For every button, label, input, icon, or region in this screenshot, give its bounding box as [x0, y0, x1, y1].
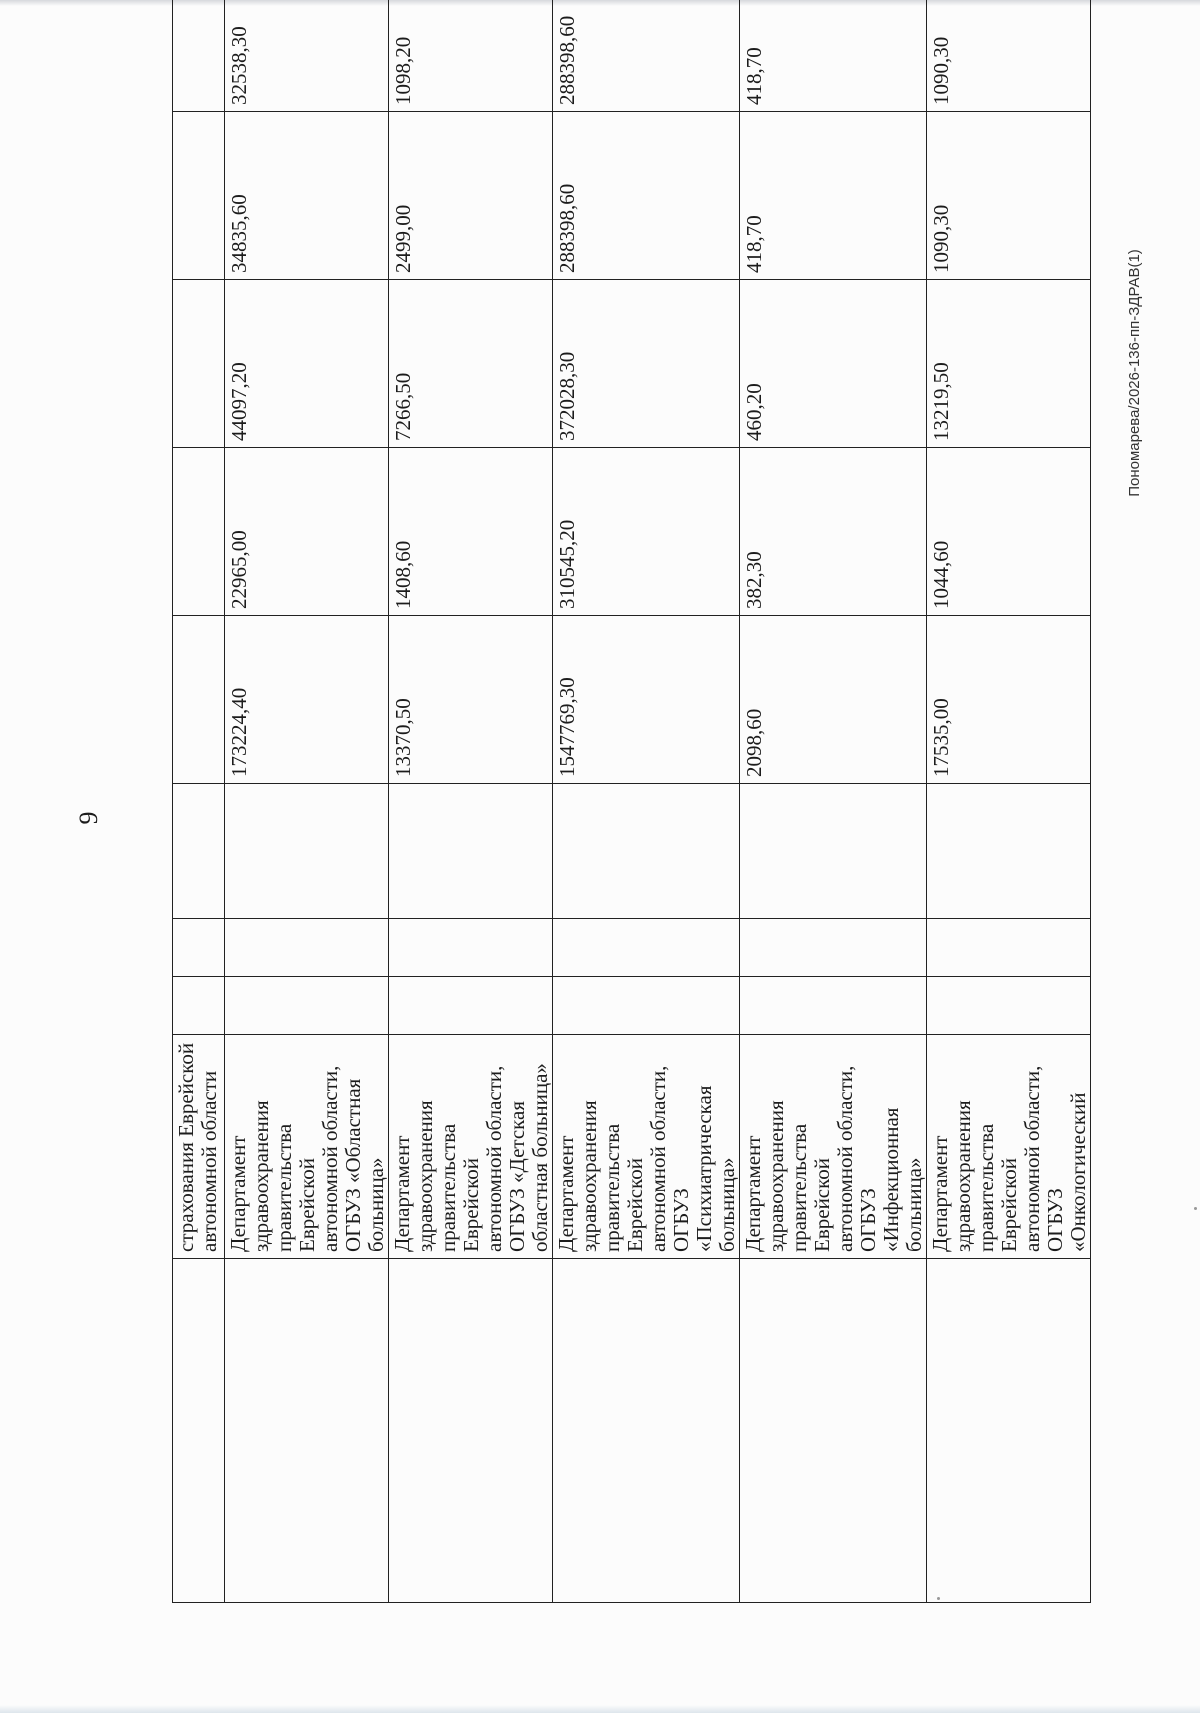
- value-cell-c3: [553, 919, 740, 977]
- organization-line: здравоохранения: [577, 1100, 601, 1252]
- value-cell-c4: [740, 784, 927, 919]
- organization-line: здравоохранения: [951, 1100, 975, 1252]
- value-cell-c3: [740, 919, 927, 977]
- organization-cell: [173, 1035, 225, 1259]
- value-cell-c8: 1090,30: [927, 112, 1091, 280]
- organization-line: ОГБУЗ «Детская: [505, 1100, 529, 1252]
- value-cell-c3: [927, 919, 1091, 977]
- organization-line: ОГБУЗ «Инфекционная: [856, 1107, 903, 1252]
- organization-line: автономной области,: [482, 1065, 506, 1252]
- organization-line: автономной области,: [1020, 1065, 1044, 1252]
- value-cell-c7: 13219,50: [927, 280, 1091, 448]
- value-cell-c7: [173, 280, 225, 448]
- value-cell-c7: 7266,50: [389, 280, 553, 448]
- value-cell-c3: [389, 919, 553, 977]
- value-cell-c5: 17535,00: [927, 616, 1091, 784]
- organization-line: правительства Еврейской: [974, 1123, 1021, 1252]
- value-cell-c2: [927, 977, 1091, 1035]
- value-cell-c7: 460,20: [740, 280, 927, 448]
- value-cell-c9: 1090,30: [927, 0, 1091, 112]
- value-cell-c5: 2098,60: [740, 616, 927, 784]
- organization-line: правительства Еврейской: [272, 1123, 319, 1252]
- value-cell-c5: 173224,40: [225, 616, 389, 784]
- organization-line: автономной области,: [833, 1065, 857, 1252]
- value-cell-c9: 32538,30: [225, 0, 389, 112]
- row-number-cell: [927, 1259, 1091, 1603]
- value-cell-c8: 2499,00: [389, 112, 553, 280]
- value-cell-c8: [173, 112, 225, 280]
- value-cell-c5: [173, 616, 225, 784]
- value-cell-c6: 1044,60: [927, 448, 1091, 616]
- value-cell-c2: [553, 977, 740, 1035]
- organization-line: Департамент: [226, 1135, 250, 1252]
- table-row: [740, 0, 927, 1603]
- organization-line: здравоохранения: [413, 1100, 437, 1252]
- value-cell-c6: 22965,00: [225, 448, 389, 616]
- organization-line: ОГБУЗ: [1043, 1188, 1067, 1252]
- value-cell-c4: [173, 784, 225, 919]
- organization-line: Департамент: [390, 1135, 414, 1252]
- organization-cell: [927, 1035, 1091, 1259]
- table-row: [225, 0, 389, 1603]
- organization-line: больница»: [364, 1157, 388, 1252]
- table-row: [553, 0, 740, 1603]
- value-cell-c2: [389, 977, 553, 1035]
- value-cell-c6: [173, 448, 225, 616]
- organization-line: больница»: [715, 1157, 739, 1252]
- value-cell-c4: [225, 784, 389, 919]
- budget-table: [172, 0, 1091, 1603]
- organization-line: правительства Еврейской: [436, 1123, 483, 1252]
- organization-line: «Психиатрическая: [692, 1085, 716, 1252]
- organization-line: правительства Еврейской: [787, 1123, 834, 1252]
- organization-line: Департамент: [741, 1135, 765, 1252]
- organization-cell: [225, 1035, 389, 1259]
- organization-cell: [389, 1035, 553, 1259]
- value-cell-c9: 288398,60: [553, 0, 740, 112]
- organization-cell: [740, 1035, 927, 1259]
- organization-line: областная больница»: [528, 1063, 552, 1252]
- page-number: 9: [74, 811, 103, 825]
- organization-line: ОГБУЗ: [669, 1188, 693, 1252]
- value-cell-c8: 418,70: [740, 112, 927, 280]
- value-cell-c2: [225, 977, 389, 1035]
- value-cell-c5: 1547769,30: [553, 616, 740, 784]
- document-code: Пономарева/2026-136-пп-ЗДРАВ(1): [1126, 249, 1143, 497]
- value-cell-c8: 34835,60: [225, 112, 389, 280]
- value-cell-c6: 1408,60: [389, 448, 553, 616]
- table-row: [173, 0, 225, 1603]
- organization-line: правительства Еврейской: [600, 1123, 647, 1252]
- value-cell-c2: [740, 977, 927, 1035]
- organization-line: автономной области,: [318, 1065, 342, 1252]
- organization-line: больница»: [902, 1157, 926, 1252]
- value-cell-c6: 382,30: [740, 448, 927, 616]
- row-number-cell: [740, 1259, 927, 1603]
- value-cell-c6: 310545,20: [553, 448, 740, 616]
- organization-line: автономной области: [197, 1070, 221, 1252]
- value-cell-c2: [173, 977, 225, 1035]
- organization-line: страхования Еврейской: [174, 1042, 198, 1252]
- value-cell-c3: [225, 919, 389, 977]
- value-cell-c8: 288398,60: [553, 112, 740, 280]
- value-cell-c9: 418,70: [740, 0, 927, 112]
- value-cell-c7: 44097,20: [225, 280, 389, 448]
- value-cell-c9: 1098,20: [389, 0, 553, 112]
- row-number-cell: [173, 1259, 225, 1603]
- row-number-cell: [389, 1259, 553, 1603]
- value-cell-c9: [173, 0, 225, 112]
- value-cell-c7: 372028,30: [553, 280, 740, 448]
- value-cell-c3: [173, 919, 225, 977]
- value-cell-c4: [927, 784, 1091, 919]
- organization-line: Департамент: [554, 1135, 578, 1252]
- row-number-cell: [553, 1259, 740, 1603]
- organization-line: здравоохранения: [249, 1100, 273, 1252]
- table-row: [389, 0, 553, 1603]
- row-number-cell: [225, 1259, 389, 1603]
- organization-line: ОГБУЗ «Областная: [341, 1078, 365, 1252]
- organization-line: «Онкологический: [1066, 1092, 1090, 1252]
- organization-line: Департамент: [928, 1135, 952, 1252]
- organization-line: здравоохранения: [764, 1100, 788, 1252]
- rotated-page: [0, 15, 1200, 1713]
- value-cell-c5: 13370,50: [389, 616, 553, 784]
- table-row: [927, 0, 1091, 1603]
- value-cell-c4: [389, 784, 553, 919]
- organization-cell: [553, 1035, 740, 1259]
- value-cell-c4: [553, 784, 740, 919]
- organization-line: автономной области,: [646, 1065, 670, 1252]
